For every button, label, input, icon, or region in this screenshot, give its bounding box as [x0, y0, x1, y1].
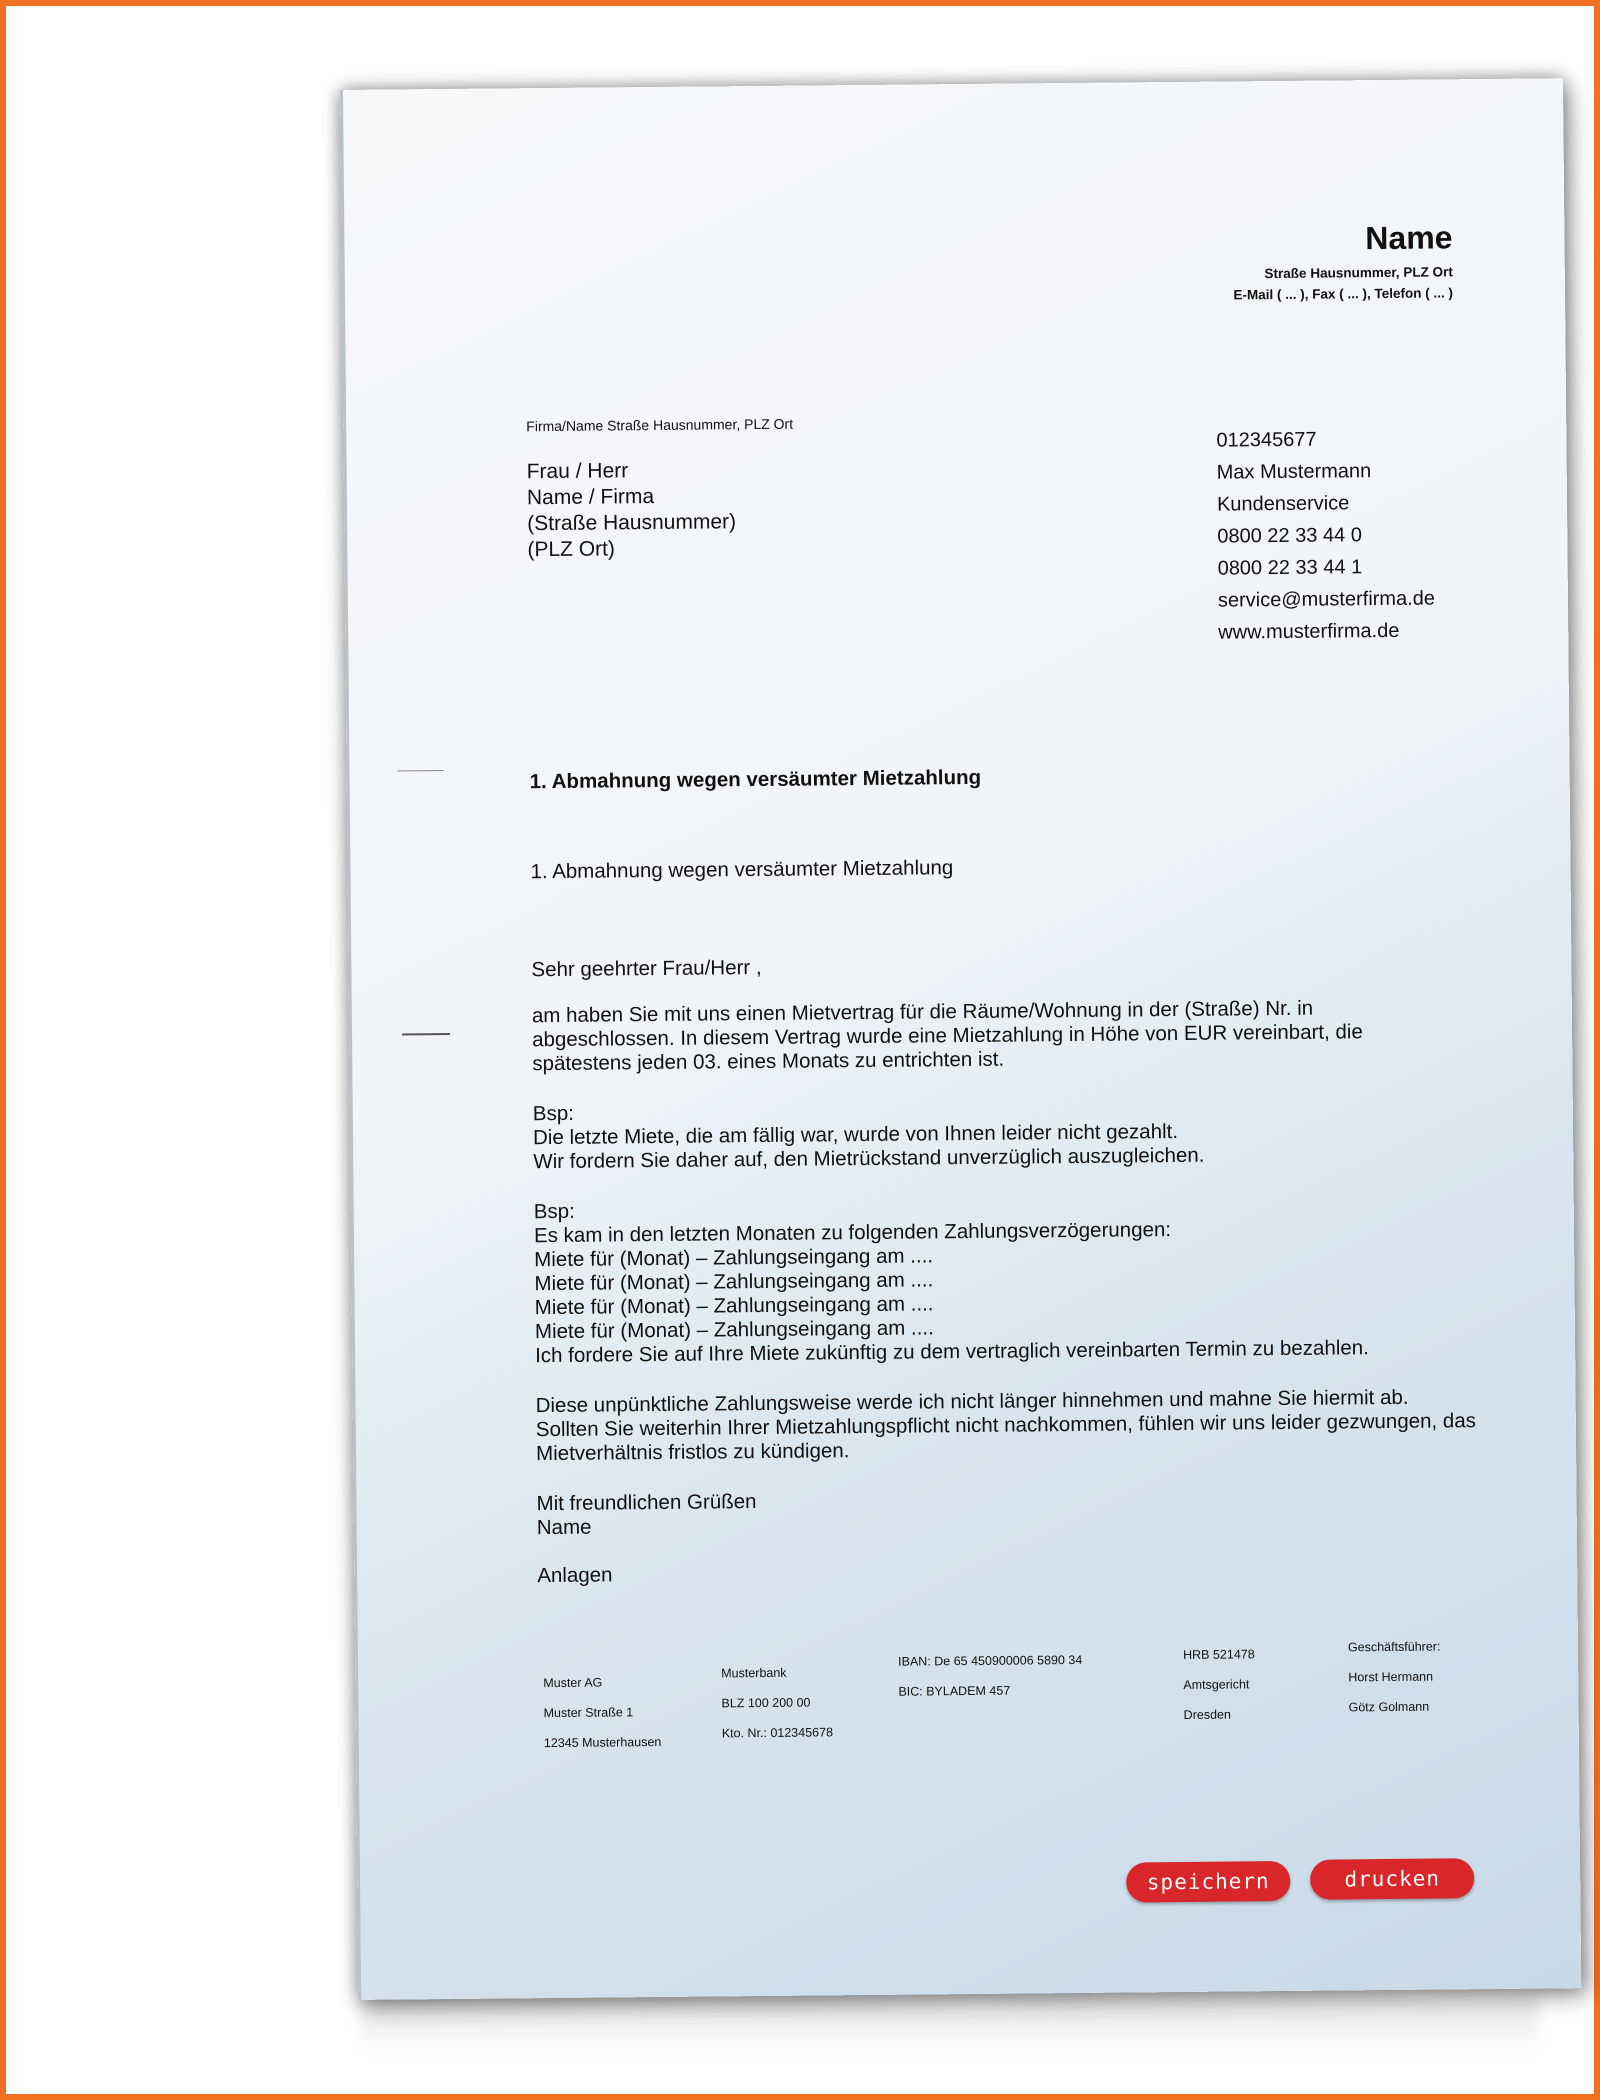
body-greeting: Sehr geehrter Frau/Herr , [531, 955, 762, 982]
body-warning-line-1: Diese unpünktliche Zahlungsweise werde ich nicht länger hinnehmen und mahne Sie hiermit ab. [535, 1385, 1409, 1418]
document-page-wrapper [340, 78, 1578, 2000]
fold-mark-lower [402, 1033, 450, 1035]
body-example-label-2: Bsp: [533, 1199, 575, 1224]
contact-reference-number: 012345677 [1216, 428, 1317, 452]
body-delay-item: Miete für (Monat) – Zahlungseingang am .... [534, 1316, 934, 1344]
body-warning-line-2: Sollten Sie weiterhin Ihrer Mietzahlungspflicht nicht nachkommen, fühlen wir uns leider gezwungen, das [535, 1409, 1477, 1442]
body-delay-item: Miete für (Monat) – Zahlungseingang am .... [534, 1268, 934, 1296]
body-paragraph-2-line-1: Die letzte Miete, die am fällig war, wurde von Ihnen leider nicht gezahlt. [532, 1120, 1179, 1150]
body-paragraph-1-line-3: spätestens jeden 03. eines Monats zu entrichten ist. [532, 1047, 1005, 1076]
body-demand-line: Ich fordere Sie auf Ihre Miete zukünftig zu dem vertraglich vereinbarten Termin zu bezahlen. [535, 1336, 1369, 1368]
body-example-label-1: Bsp: [532, 1101, 574, 1126]
save-button[interactable]: speichern [1126, 1861, 1290, 1903]
body-warning-line-3: Mietverhältnis fristlos zu kündigen. [535, 1439, 850, 1466]
contact-email: service@musterfirma.de [1217, 587, 1436, 612]
recipient-line-city: (PLZ Ort) [527, 537, 616, 562]
return-address: Firma/Name Straße Hausnummer, PLZ Ort [526, 415, 794, 435]
footer-bic: BIC: BYLADEM 457 [898, 1683, 1011, 1699]
body-paragraph-2-line-2: Wir fordern Sie daher auf, den Mietrückstand unverzüglich auszugleichen. [533, 1143, 1205, 1174]
page-shadow [360, 1995, 1540, 2055]
footer-register-number: HRB 521478 [1182, 1647, 1255, 1662]
sender-address: Straße Hausnummer, PLZ Ort [1264, 264, 1453, 282]
recipient-line-name: Name / Firma [526, 485, 655, 510]
body-delay-intro: Es kam in den letzten Monaten zu folgenden Zahlungsverzögerungen: [533, 1218, 1172, 1248]
subject-line: 1. Abmahnung wegen versäumter Mietzahlung [530, 856, 954, 884]
fold-mark-upper [398, 770, 444, 771]
contact-department: Kundenservice [1216, 492, 1350, 516]
body-closing: Mit freundlichen Grüßen [536, 1490, 757, 1516]
footer-company-name: Muster AG [543, 1675, 603, 1691]
print-button[interactable]: drucken [1310, 1858, 1474, 1900]
body-delay-item: Miete für (Monat) – Zahlungseingang am .... [534, 1244, 934, 1272]
footer-iban: IBAN: De 65 450900006 5890 34 [898, 1652, 1083, 1669]
footer-register-court: Amtsgericht [1183, 1677, 1250, 1692]
footer-manager-2: Götz Golmann [1348, 1699, 1430, 1715]
sender-name: Name [1365, 219, 1453, 257]
contact-person: Max Mustermann [1216, 460, 1372, 484]
document-page [340, 78, 1581, 2000]
body-paragraph-1-line-2: abgeschlossen. In diesem Vertrag wurde eine Mietzahlung in Höhe von EUR vereinbart, die [532, 1020, 1363, 1052]
body-signature-name: Name [536, 1515, 592, 1540]
contact-phone: 0800 22 33 44 0 [1217, 524, 1363, 548]
body-delay-item: Miete für (Monat) – Zahlungseingang am .... [534, 1292, 934, 1320]
sender-contact: E-Mail ( ... ), Fax ( ... ), Telefon ( ... ) [1233, 285, 1454, 303]
body-attachments: Anlagen [537, 1563, 613, 1588]
footer-manager-1: Horst Hermann [1348, 1669, 1434, 1685]
footer-account-number: Kto. Nr.: 012345678 [721, 1725, 834, 1741]
footer-bank-code: BLZ 100 200 00 [721, 1695, 811, 1711]
recipient-line-salutation: Frau / Herr [526, 459, 629, 484]
footer-company-city: 12345 Musterhausen [543, 1734, 662, 1751]
footer-bank-name: Musterbank [721, 1665, 787, 1681]
recipient-line-street: (Straße Hausnummer) [527, 510, 737, 536]
footer-register-city: Dresden [1183, 1707, 1231, 1722]
body-paragraph-1-line-1: am haben Sie mit uns einen Mietvertrag für die Räume/Wohnung in der (Straße) Nr. in [531, 996, 1314, 1028]
contact-website: www.musterfirma.de [1218, 619, 1400, 644]
contact-fax: 0800 22 33 44 1 [1217, 556, 1363, 580]
footer-management-label: Geschäftsführer: [1347, 1639, 1441, 1655]
subject-heading: 1. Abmahnung wegen versäumter Mietzahlung [529, 765, 982, 794]
footer-company-street: Muster Straße 1 [543, 1705, 634, 1721]
